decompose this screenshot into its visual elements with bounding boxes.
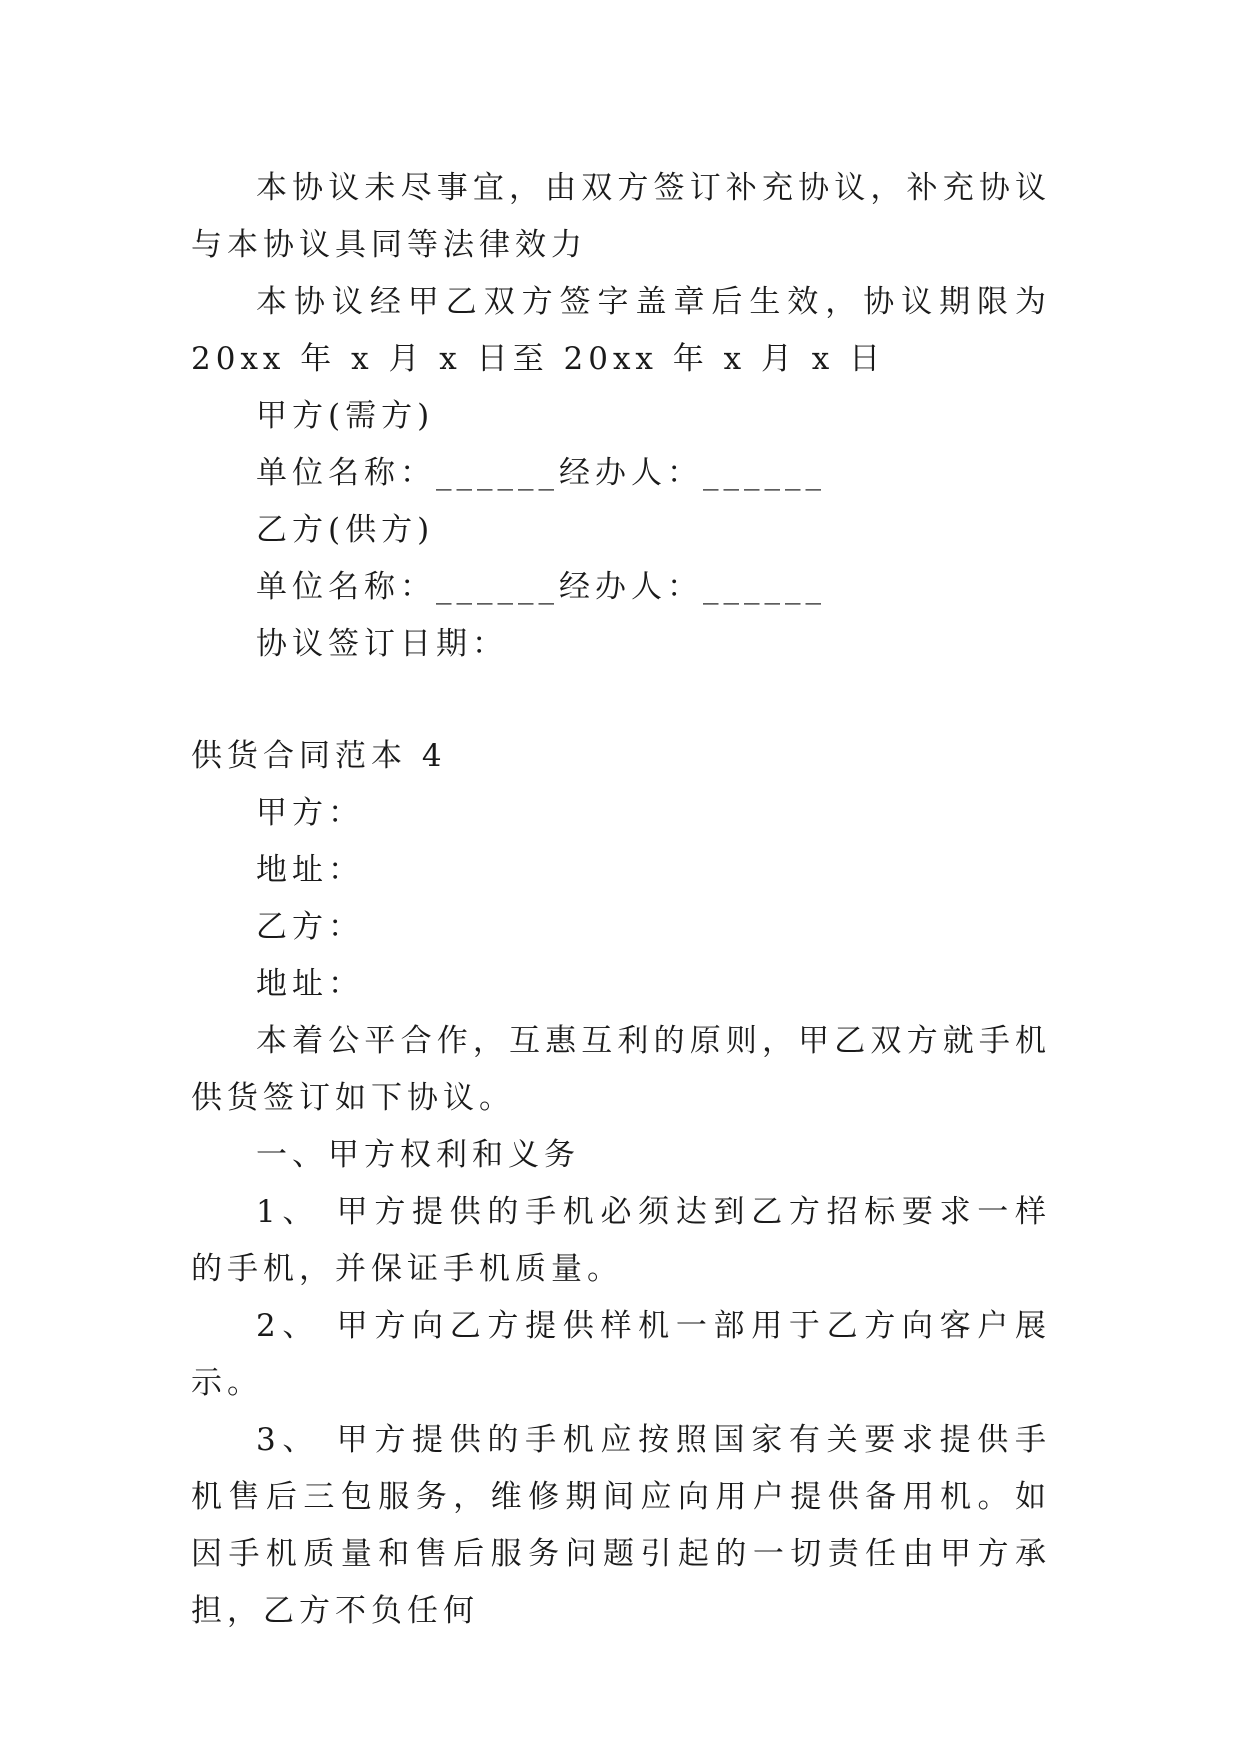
- signing-date-line: 协议签订日期：: [256, 626, 508, 662]
- party-a-address-field: 地址：: [256, 852, 364, 888]
- party-a-label: 甲方(需方): [256, 398, 435, 434]
- party-b-label: 乙方(供方): [256, 512, 435, 548]
- party-a-field: 甲方：: [256, 795, 364, 831]
- clause-heading-party-a-rights: 一、甲方权利和义务: [256, 1137, 580, 1173]
- paragraph-principle: 本着公平合作，互惠互利的原则，甲乙双方就手机供货签订如下协议。: [191, 1023, 1051, 1116]
- paragraph-supplementary-agreement: 本协议未尽事宜，由双方签订补充协议，补充协议与本协议具同等法律效力: [191, 170, 1051, 263]
- party-b-address-field: 地址：: [256, 966, 364, 1002]
- party-b-signature-line: 单位名称：______经办人：______: [256, 569, 826, 605]
- clause-item-1: 1、 甲方提供的手机必须达到乙方招标要求一样的手机，并保证手机质量。: [191, 1194, 1051, 1287]
- paragraph-effective-period: 本协议经甲乙双方签字盖章后生效，协议期限为 20xx 年 x 月 x 日至 20xx 年 x 月 x 日: [191, 284, 1051, 377]
- section-title: 供货合同范本 4: [191, 738, 447, 774]
- clause-item-2: 2、 甲方向乙方提供样机一部用于乙方向客户展示。: [191, 1308, 1051, 1401]
- party-b-field: 乙方：: [256, 909, 364, 945]
- document-body: [191, 160, 1051, 1640]
- clause-item-3: 3、 甲方提供的手机应按照国家有关要求提供手机售后三包服务，维修期间应向用户提供备用机。如因手机质量和售后服务问题引起的一切责任由甲方承担，乙方不负任何: [191, 1422, 1051, 1629]
- party-a-signature-line: 单位名称：______经办人：______: [256, 455, 826, 491]
